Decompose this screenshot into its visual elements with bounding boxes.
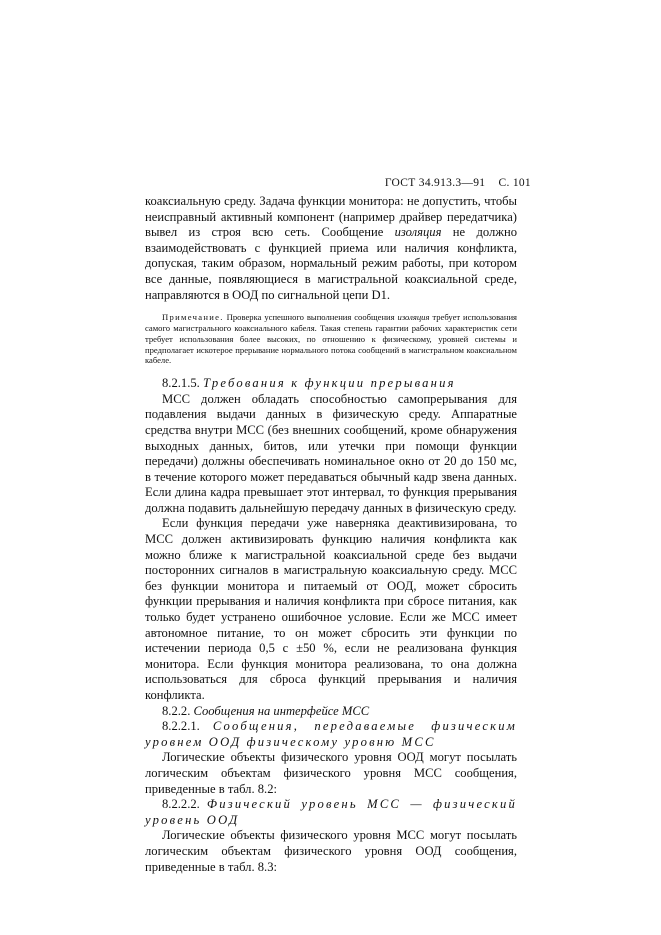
term-isolation: изоляция xyxy=(394,225,442,240)
paragraph-transmit-function: Если функция передачи уже наверняка деактивизирована, то МСС должен активизировать функцию наличия конфликта как можно ближе к магистральной коаксиальной среде без выдачи посторонних сигналов в магистральную коаксиальную среду. МСС без функции монитора и питаемый от ООД, может сбросить функции прерывания и наличия конфликта при сбросе питания, как только будет устранено ошибочное условие. Если же МСС имеет автономное питание, то он может сбросить эти функции по истечении периода 0,5 с ±50 %, если не реализована функция монитора. Если функция монитора реализована, то она должна использоваться для сброса функций прерывания и наличия конфликта. xyxy=(145,516,517,703)
section-heading-8-2-2-2: 8.2.2.2. Физический уровень МСС — физический уровень ООД xyxy=(145,797,517,827)
section-heading-8-2-1-5: 8.2.1.5. Требования к функции прерывания xyxy=(162,376,456,391)
paragraph-interrupt-requirements: МСС должен обладать способностью самопрерывания для подавления выдачи данных в физическую среду. Аппаратные средства внутри МСС (без внешних сообщений, кроме обнаружения выходных данных, битов, или утечки при помощи функции передачи) должны обеспечивать номинальное окно от 20 до 150 мс, в течение которого может передаваться обычный кадр звена данных. Если длина кадра превышает этот интервал, то функция прерывания должна подавить дальнейшую передачу данных в физическую среду. xyxy=(145,391,517,515)
page-header xyxy=(385,177,531,189)
paragraph-dte-messages: Логические объекты физического уровня ООД могут посылать логическим объектам физического уровня МСС сообщения, приведенные в табл. 8.2: xyxy=(145,750,517,796)
paragraph-mau-messages: Логические объекты физического уровня МСС могут посылать логическим объектам физического уровня ООД сообщения, приведенные в табл. 8.3: xyxy=(145,828,517,874)
page-number: С. 101 xyxy=(498,177,531,189)
section-heading-8-2-2-1: 8.2.2.1. Сообщения, передаваемые физическим уровнем ООД физическому уровню МСС xyxy=(145,719,517,749)
note: Примечание. Проверка успешного выполнения сообщения изоляция требует использования самого магистрального коаксиального кабеля. Такая степень гарантии рабочих характеристик сети требует использования более высоких, по отношению к физическому, уровней системы и предполагает искотерое прерывание нормального потока сообщений в магистральном коаксиальном кабеле. xyxy=(145,312,517,366)
section-heading-8-2-2: 8.2.2. Сообщения на интерфейсе МСС xyxy=(162,703,370,718)
page-body xyxy=(145,194,517,875)
standard-number: ГОСТ 34.913.3—91 xyxy=(384,177,486,189)
note-label: Примечание. xyxy=(162,312,224,323)
note-term-isolation: изоляция xyxy=(397,312,430,323)
paragraph-continuation: коаксиальную среду. Задача функции монитора: не допустить, чтобы неисправный активный компонент (например драйвер передатчика) вывел из строя всю сеть. Сообщение изоляция не должно взаимодействовать с функцией приема или наличия конфликта, допуская, таким образом, нормальный режим работы, при котором все данные, появляющиеся в магистральной коаксиальной среде, направляются в ООД по сигнальной цепи D1. xyxy=(145,194,518,302)
